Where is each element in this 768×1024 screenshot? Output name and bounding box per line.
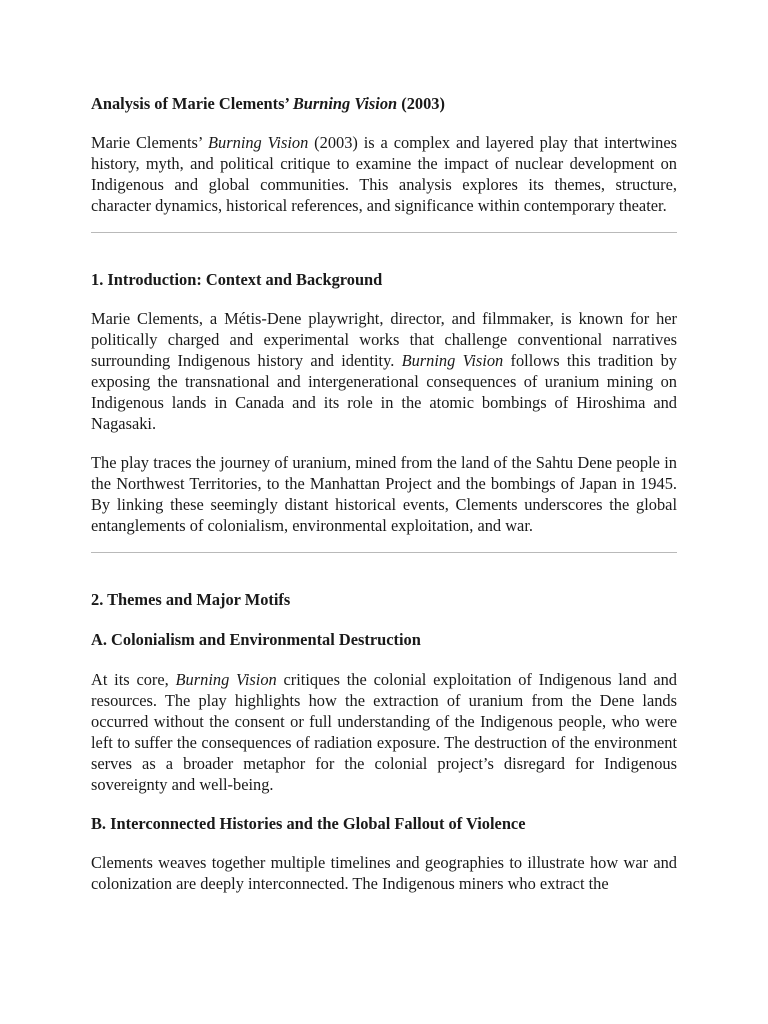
section-1-paragraph-2: The play traces the journey of uranium, mined from the land of the Sahtu Dene people in the Northwest Territories, to the Manhattan Project and the bombings of Japan in 1945. By linking these seemingly distant historical events, Clements underscores the global entanglements of colonialism, environmental exploitation, and war. (91, 453, 677, 535)
intro-paragraph (91, 132, 677, 216)
document-title (91, 93, 677, 114)
horizontal-divider (91, 552, 677, 553)
section-2-heading: 2. Themes and Major Motifs (91, 590, 291, 609)
section-2b-heading: B. Interconnected Histories and the Global Fallout of Violence (91, 814, 526, 833)
title-italic: Burning Vision (292, 94, 398, 113)
intro-text-italic: Burning Vision (208, 133, 309, 152)
s1p1-text-italic: Burning Vision (401, 351, 504, 370)
section-1-heading: 1. Introduction: Context and Background (91, 270, 383, 289)
s2ap1-text-after: critiques the colonial exploitation of Indigenous land and resources. The play highlights how the extraction of uranium from the Dene lands occurred without the consent or full understanding of the Indigenous people, who were left to suffer the consequences of radiation exposure. The destruction of the environment serves as a broader metaphor for the colonial project’s disregard for Indigenous sovereignty and well-being. (91, 670, 677, 794)
section-2a-paragraph (91, 669, 677, 795)
title-suffix: (2003) (397, 94, 445, 113)
section-1-paragraph-1 (91, 308, 677, 434)
section-2b-paragraph: Clements weaves together multiple timelines and geographies to illustrate how war and colonization are deeply interconnected. The Indigenous miners who extract the (91, 853, 677, 893)
document-page (91, 93, 677, 894)
s1p1-text-before: Marie Clements, a Métis-Dene playwright, director, and filmmaker, is known for her politically charged and experimental works that challenge conventional narratives surrounding Indigenous history and identity. (91, 309, 677, 370)
s2ap1-text-before: At its core, (91, 670, 176, 689)
horizontal-divider (91, 232, 677, 233)
section-2a-heading: A. Colonialism and Environmental Destruction (91, 630, 421, 649)
intro-text-after: (2003) is a complex and layered play that intertwines history, myth, and political critique to examine the impact of nuclear development on Indigenous and global communities. This analysis explores its themes, structure, character dynamics, historical references, and significance within contemporary theater. (91, 133, 677, 215)
s2ap1-text-italic: Burning Vision (175, 670, 277, 689)
s1p1-text-after: follows this tradition by exposing the transnational and intergenerational consequences of uranium mining on Indigenous lands in Canada and its role in the atomic bombings of Hiroshima and Nagasaki. (91, 351, 678, 433)
intro-text-before: Marie Clements’ (91, 133, 209, 152)
title-prefix: Analysis of Marie Clements’ (91, 94, 293, 113)
